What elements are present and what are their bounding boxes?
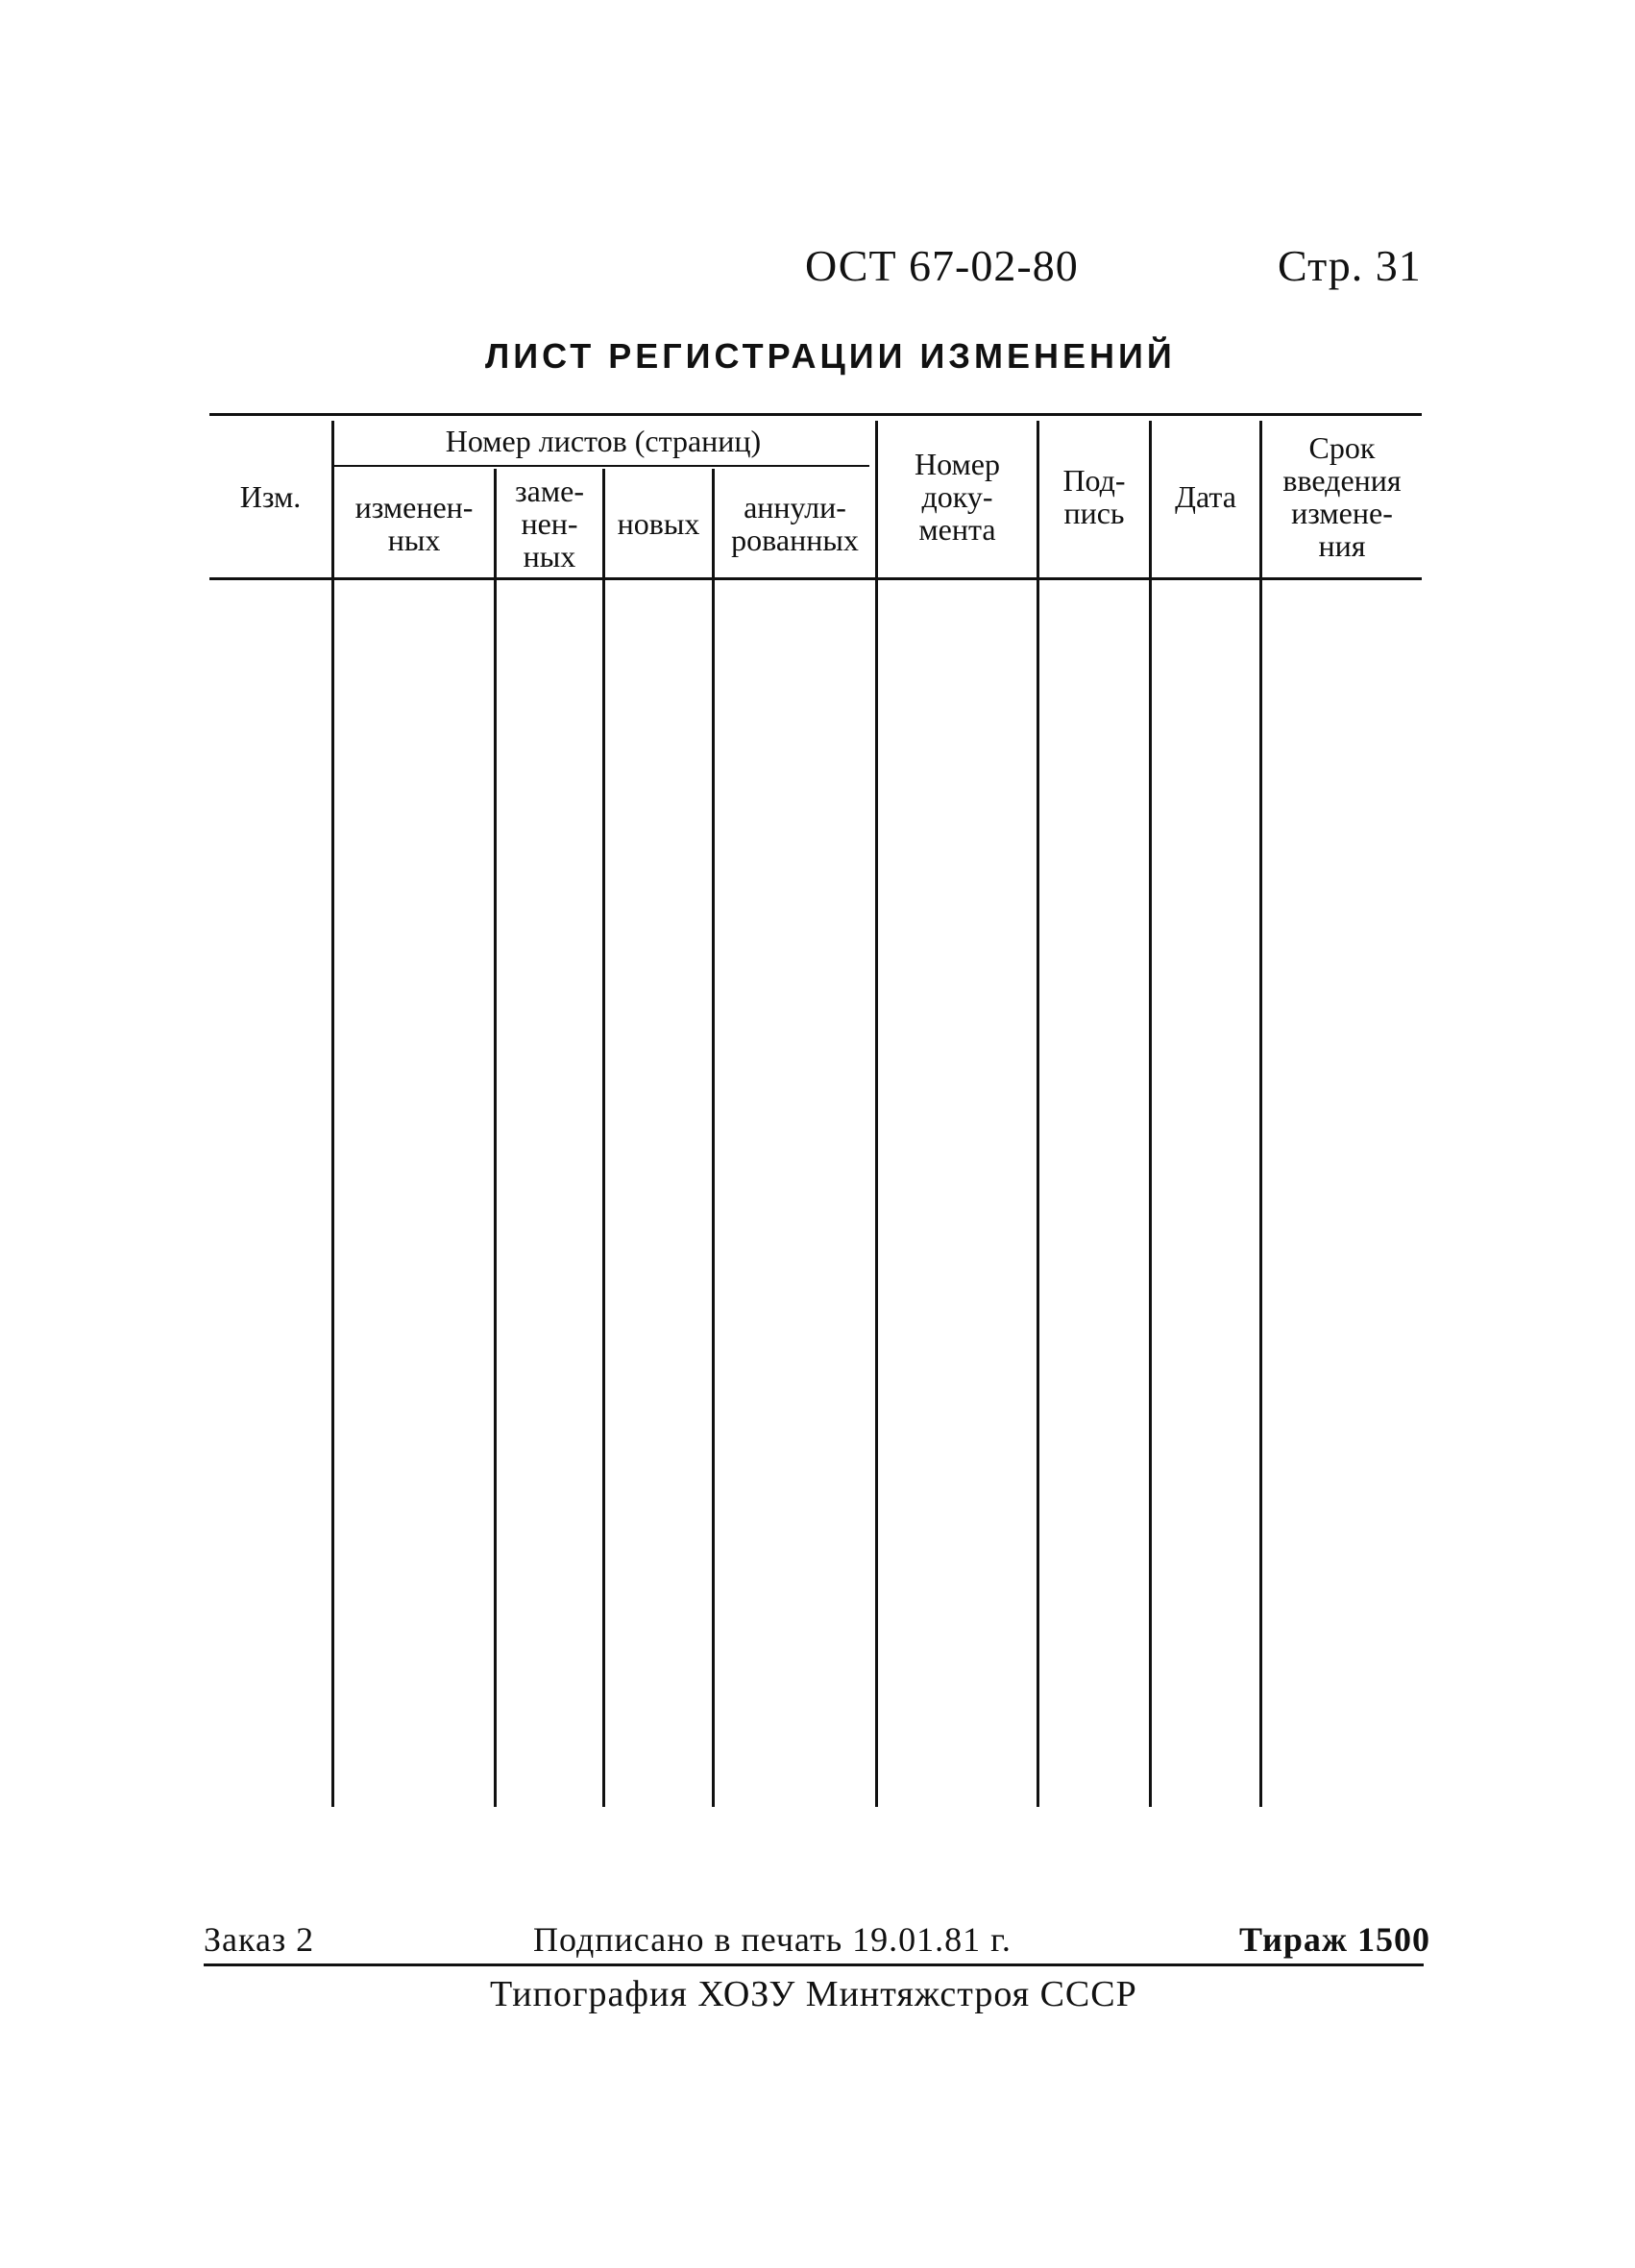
column-header-date: Дата — [1175, 479, 1236, 514]
column-divider — [1259, 421, 1262, 1807]
footer-printer: Типография ХОЗУ Минтяжстроя СССР — [490, 1974, 1137, 2014]
header-bottom-rule — [209, 577, 1422, 580]
column-header-changed: изменен- ных — [354, 489, 474, 557]
column-divider — [1149, 421, 1152, 1807]
page-title: ЛИСТ РЕГИСТРАЦИИ ИЗМЕНЕНИЙ — [485, 336, 1176, 376]
column-header-document-number: Номер доку- мента — [915, 447, 1000, 547]
column-divider — [602, 469, 605, 1807]
column-divider — [331, 421, 334, 1807]
column-header-deadline: Срок введения измене- ния — [1282, 430, 1402, 563]
column-divider — [1037, 421, 1039, 1807]
column-divider — [494, 469, 497, 1807]
column-group-header-sheets: Номер листов (страниц) — [445, 424, 762, 458]
footer-rule — [204, 1963, 1424, 1966]
column-header-replaced: заме- нен- ных — [515, 473, 584, 573]
column-divider — [712, 469, 715, 1807]
column-header-annulled: аннули- рованных — [731, 489, 859, 557]
footer-circulation: Тираж 1500 — [1239, 1920, 1430, 1959]
column-header-new: новых — [617, 505, 700, 541]
column-header-signature: Под- пись — [1062, 463, 1126, 530]
document-code: ОСТ 67-02-80 — [805, 241, 1079, 290]
footer-signed-date: Подписано в печать 19.01.81 г. — [533, 1920, 1012, 1959]
column-divider — [875, 421, 878, 1807]
group-header-rule — [333, 465, 869, 467]
footer-order: Заказ 2 — [204, 1920, 315, 1959]
page-number: Стр. 31 — [1278, 241, 1422, 290]
column-header-change: Изм. — [239, 479, 302, 514]
